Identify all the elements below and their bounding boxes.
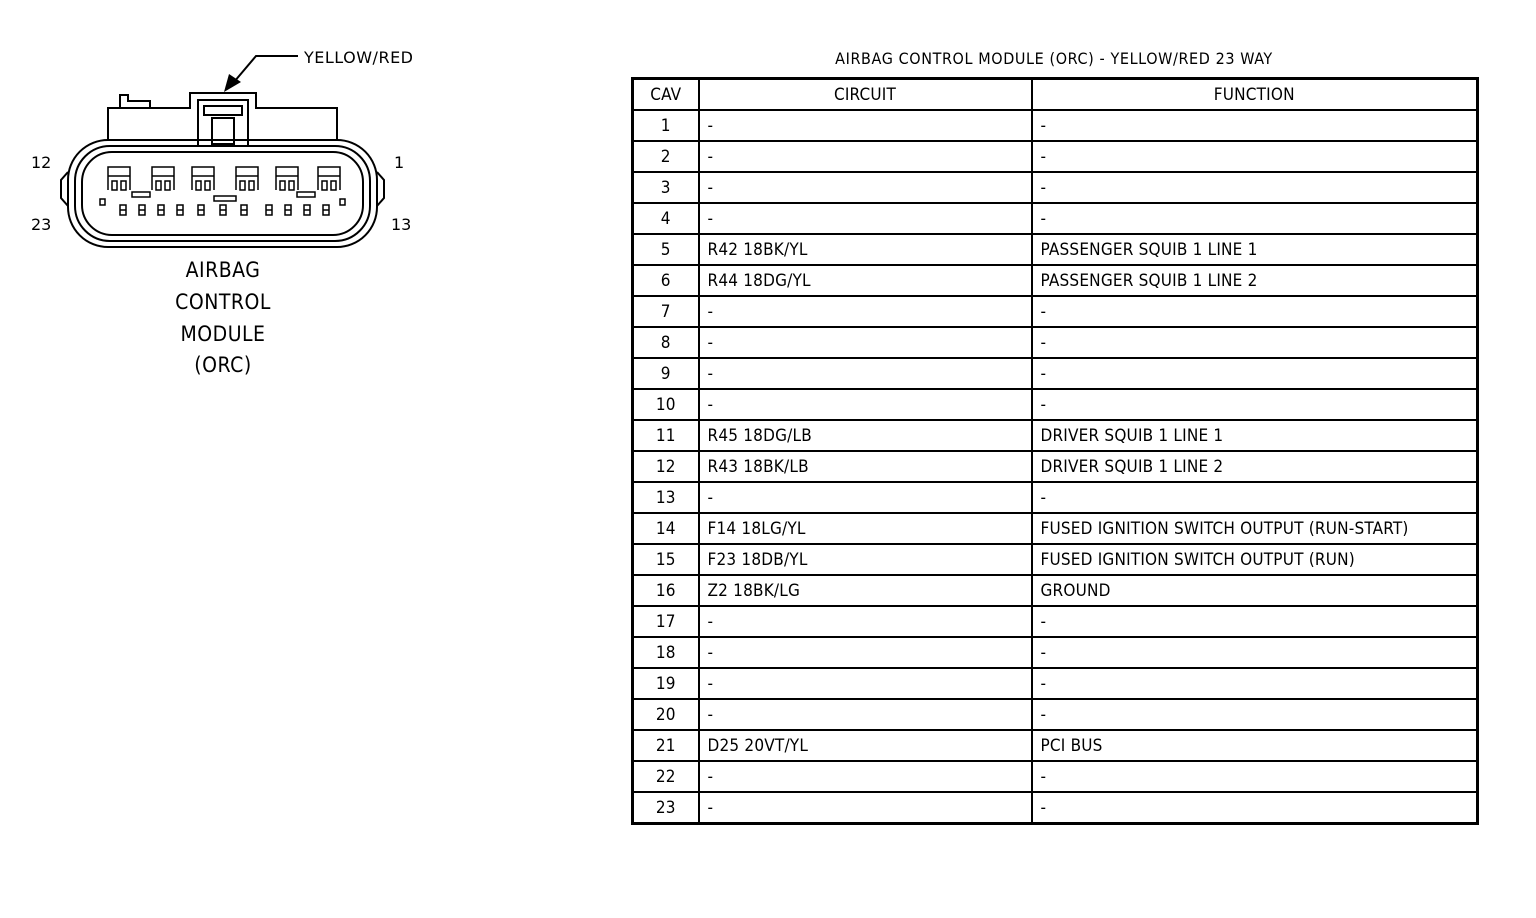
cell-function: GROUND: [1032, 575, 1478, 606]
table-row: [633, 513, 1478, 544]
cell-circuit: -: [699, 792, 1032, 824]
cell-function: -: [1032, 296, 1478, 327]
cell-circuit: -: [699, 141, 1032, 172]
cell-circuit: -: [699, 172, 1032, 203]
table-row: [633, 172, 1478, 203]
cell-function: FUSED IGNITION SWITCH OUTPUT (RUN-START): [1032, 513, 1478, 544]
cell-cav: 15: [633, 544, 699, 575]
cell-function: DRIVER SQUIB 1 LINE 2: [1032, 451, 1478, 482]
table-row: [633, 358, 1478, 389]
table-row: [633, 699, 1478, 730]
cell-function: -: [1032, 482, 1478, 513]
cell-cav: 17: [633, 606, 699, 637]
connector-color-label: YELLOW/RED: [304, 48, 414, 67]
leader-arrow: [234, 56, 298, 82]
cell-circuit: Z2 18BK/LG: [699, 575, 1032, 606]
cell-function: FUSED IGNITION SWITCH OUTPUT (RUN): [1032, 544, 1478, 575]
table-row: [633, 420, 1478, 451]
cell-circuit: -: [699, 110, 1032, 141]
cell-function: PCI BUS: [1032, 730, 1478, 761]
header-cav: CAV: [633, 79, 699, 111]
cell-circuit: -: [699, 606, 1032, 637]
cell-function: -: [1032, 668, 1478, 699]
pin-label-1: 1: [394, 153, 405, 172]
cell-cav: 13: [633, 482, 699, 513]
cell-circuit: -: [699, 699, 1032, 730]
connector-caption-line-2: CONTROL: [175, 290, 271, 314]
cell-circuit: R45 18DG/LB: [699, 420, 1032, 451]
cell-cav: 3: [633, 172, 699, 203]
cell-cav: 22: [633, 761, 699, 792]
table-header-row: [633, 79, 1478, 111]
cell-circuit: -: [699, 203, 1032, 234]
cell-cav: 16: [633, 575, 699, 606]
table-row: [633, 389, 1478, 420]
cell-cav: 9: [633, 358, 699, 389]
cell-circuit: -: [699, 637, 1032, 668]
cell-function: -: [1032, 141, 1478, 172]
table-row: [633, 451, 1478, 482]
pinout-table-title: AIRBAG CONTROL MODULE (ORC) - YELLOW/RED 23 WAY: [835, 49, 1273, 68]
table-row: [633, 482, 1478, 513]
cell-function: -: [1032, 389, 1478, 420]
cell-circuit: R42 18BK/YL: [699, 234, 1032, 265]
cell-circuit: D25 20VT/YL: [699, 730, 1032, 761]
cell-function: -: [1032, 203, 1478, 234]
table-body: [633, 110, 1478, 824]
table-row: [633, 141, 1478, 172]
cell-circuit: R43 18BK/LB: [699, 451, 1032, 482]
cell-cav: 21: [633, 730, 699, 761]
pinout-table: [631, 77, 1479, 825]
connector-body: [61, 93, 384, 247]
cell-cav: 2: [633, 141, 699, 172]
cell-function: -: [1032, 327, 1478, 358]
table-row: [633, 606, 1478, 637]
table-row: [633, 761, 1478, 792]
cell-function: -: [1032, 761, 1478, 792]
connector-caption-line-4: (ORC): [194, 353, 252, 377]
cell-circuit: -: [699, 389, 1032, 420]
cell-function: -: [1032, 358, 1478, 389]
table-row: [633, 234, 1478, 265]
table-row: [633, 296, 1478, 327]
connector-caption-line-1: AIRBAG: [185, 258, 261, 282]
cell-function: PASSENGER SQUIB 1 LINE 2: [1032, 265, 1478, 296]
cell-cav: 23: [633, 792, 699, 824]
cell-function: DRIVER SQUIB 1 LINE 1: [1032, 420, 1478, 451]
table-row: [633, 203, 1478, 234]
table-row: [633, 792, 1478, 824]
cell-cav: 18: [633, 637, 699, 668]
table-row: [633, 544, 1478, 575]
cell-cav: 20: [633, 699, 699, 730]
cell-cav: 6: [633, 265, 699, 296]
cell-function: -: [1032, 172, 1478, 203]
table-row: [633, 265, 1478, 296]
cell-circuit: R44 18DG/YL: [699, 265, 1032, 296]
cell-function: -: [1032, 699, 1478, 730]
cell-cav: 19: [633, 668, 699, 699]
connector-caption-line-3: MODULE: [180, 322, 266, 346]
table-row: [633, 730, 1478, 761]
cell-function: PASSENGER SQUIB 1 LINE 1: [1032, 234, 1478, 265]
table-row: [633, 575, 1478, 606]
table-row: [633, 637, 1478, 668]
table-row: [633, 110, 1478, 141]
header-function: FUNCTION: [1032, 79, 1478, 111]
cell-cav: 11: [633, 420, 699, 451]
cell-cav: 4: [633, 203, 699, 234]
cell-function: -: [1032, 637, 1478, 668]
cell-cav: 10: [633, 389, 699, 420]
cell-circuit: -: [699, 358, 1032, 389]
cell-cav: 12: [633, 451, 699, 482]
cell-circuit: -: [699, 296, 1032, 327]
cell-circuit: -: [699, 482, 1032, 513]
header-circuit: CIRCUIT: [699, 79, 1032, 111]
table-row: [633, 668, 1478, 699]
cell-function: -: [1032, 110, 1478, 141]
cell-circuit: -: [699, 761, 1032, 792]
cell-circuit: F23 18DB/YL: [699, 544, 1032, 575]
cell-circuit: -: [699, 327, 1032, 358]
cell-cav: 7: [633, 296, 699, 327]
cell-cav: 8: [633, 327, 699, 358]
pin-label-23: 23: [31, 215, 52, 234]
cell-cav: 1: [633, 110, 699, 141]
table-row: [633, 327, 1478, 358]
cell-cav: 14: [633, 513, 699, 544]
pin-label-13: 13: [391, 215, 412, 234]
cell-function: -: [1032, 792, 1478, 824]
cell-circuit: F14 18LG/YL: [699, 513, 1032, 544]
upper-cavities: [108, 167, 340, 201]
cell-circuit: -: [699, 668, 1032, 699]
cell-function: -: [1032, 606, 1478, 637]
pin-label-12: 12: [31, 153, 52, 172]
cell-cav: 5: [633, 234, 699, 265]
